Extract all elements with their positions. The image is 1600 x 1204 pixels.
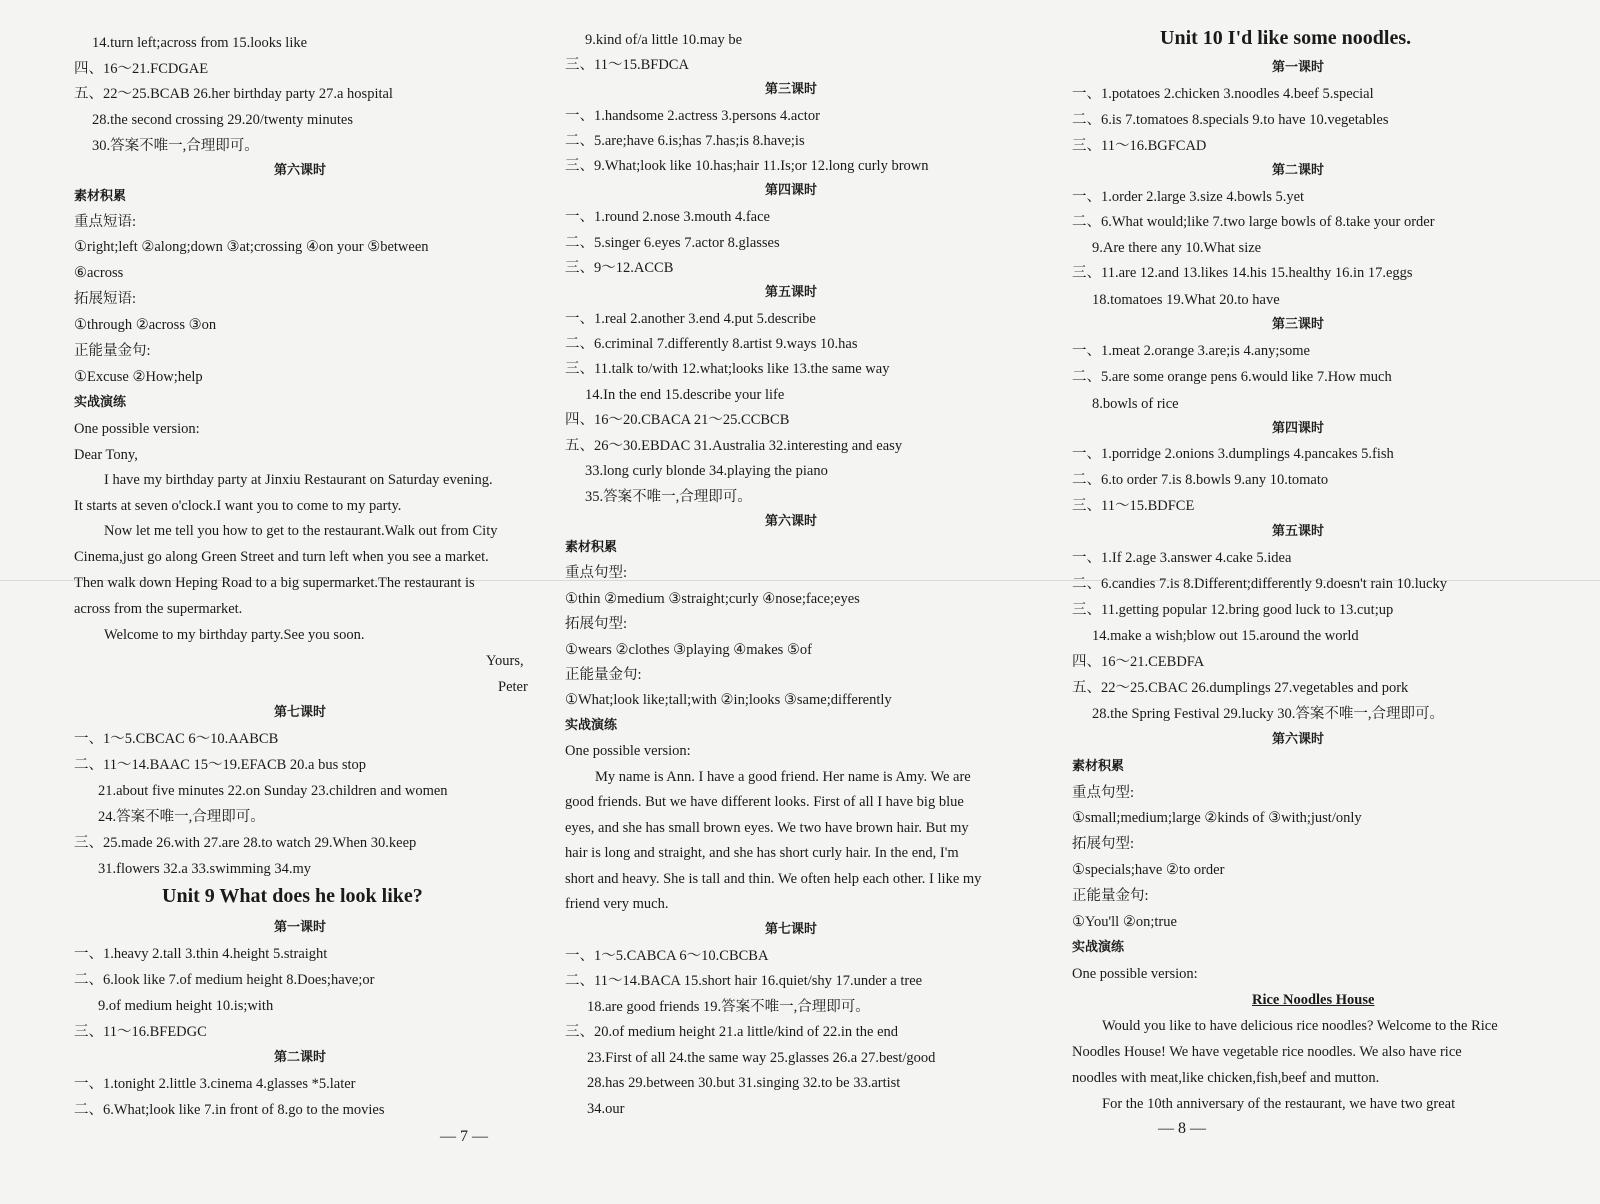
essay-line: good friends. But we have different looks. First of all I have big blue [565,794,964,810]
answer-line: 重点句型: [1072,785,1135,801]
letter-line: Welcome to my birthday party.See you soon. [104,627,365,643]
answer-line: 21.about five minutes 22.on Sunday 23.children and women [98,783,448,799]
essay-line: friend very much. [565,896,669,912]
answer-line: ⑥across [74,265,124,281]
answer-line: 正能量金句: [565,667,642,683]
answer-line: 三、11～15.BFDCA [565,57,689,73]
answer-line: One possible version: [74,421,200,437]
section-heading: 第六课时 [274,163,327,178]
answer-line: 三、11～16.BFEDGC [74,1024,207,1040]
answer-line: 9.Are there any 10.What size [1092,240,1262,256]
section-subheading: 素材积累 [74,189,127,204]
answer-line: 30.答案不唯一,合理即可。 [92,138,259,154]
answer-line: 一、1～5.CABCA 6～10.CBCBA [565,948,769,964]
section-heading: 第四课时 [765,183,818,198]
answer-line: ①You'll ②on;true [1072,914,1177,930]
answer-line: 28.has 29.between 30.but 31.singing 32.to be 33.artist [587,1075,901,1091]
answer-line: 拓展句型: [565,616,628,632]
section-heading: 第一课时 [274,920,327,935]
essay-line: Would you like to have delicious rice noodles? Welcome to the Rice [1102,1018,1498,1034]
answer-line: ①thin ②medium ③straight;curly ④nose;face;eyes [565,591,860,607]
answer-line: 正能量金句: [1072,888,1149,904]
answer-line: 四、16～21.CEBDFA [1072,654,1205,670]
answer-line: 二、6.look like 7.of medium height 8.Does;have;or [74,972,375,988]
answer-line: ①small;medium;large ②kinds of ③with;just/only [1072,810,1362,826]
section-subheading: 实战演练 [74,395,127,410]
answer-line: 18.tomatoes 19.What 20.to have [1092,292,1280,308]
letter-signature: Peter [498,679,528,695]
section-subheading: 实战演练 [565,718,618,733]
section-heading: 第三课时 [765,82,818,97]
section-heading: 第四课时 [1272,421,1325,436]
answer-line: 二、11～14.BACA 15.short hair 16.quiet/shy 17.under a tree [565,973,923,989]
section-subheading: 素材积累 [1072,759,1125,774]
answer-line: 9.kind of/a little 10.may be [585,32,743,48]
answer-line: 14.make a wish;blow out 15.around the world [1092,628,1359,644]
answer-line: 重点短语: [74,214,137,230]
answer-line: 重点句型: [565,565,628,581]
answer-line: 14.In the end 15.describe your life [585,387,785,403]
answer-line: 三、25.made 26.with 27.are 28.to watch 29.When 30.keep [74,835,417,851]
section-heading: 第二课时 [1272,163,1325,178]
page-number-right: — 8 — [1158,1120,1206,1137]
answer-line: 8.bowls of rice [1092,396,1179,412]
answer-line: 正能量金句: [74,343,151,359]
answer-line: 一、1.potatoes 2.chicken 3.noodles 4.beef 5.special [1072,86,1374,102]
letter-line: It starts at seven o'clock.I want you to come to my party. [74,498,402,514]
section-subheading: 素材积累 [565,540,618,555]
letter-line: Now let me tell you how to get to the restaurant.Walk out from City [104,523,498,539]
page-number-left: — 7 — [440,1128,488,1145]
answer-line: ①Excuse ②How;help [74,369,203,385]
answer-line: 34.our [587,1101,625,1117]
answer-line: 三、11.talk to/with 12.what;looks like 13.the same way [565,361,890,377]
answer-line: 31.flowers 32.a 33.swimming 34.my [98,861,312,877]
section-heading: 第二课时 [274,1050,327,1065]
essay-line: eyes, and she has small brown eyes. We two have brown hair. But my [565,820,969,836]
section-heading: 第七课时 [274,705,327,720]
essay-title: Rice Noodles House [1252,992,1375,1008]
section-heading: 第五课时 [765,285,818,300]
letter-line: Then walk down Heping Road to a big supermarket.The restaurant is [74,575,475,591]
letter-line: Cinema,just go along Green Street and turn left when you see a market. [74,549,489,565]
answer-line: 一、1.meat 2.orange 3.are;is 4.any;some [1072,343,1310,359]
answer-line: ①specials;have ②to order [1072,862,1225,878]
essay-line: noodles with meat,like chicken,fish,beef and mutton. [1072,1070,1380,1086]
answer-line: 三、11～16.BGFCAD [1072,138,1207,154]
answer-line: 二、6.What;look like 7.in front of 8.go to the movies [74,1102,385,1118]
answer-line: 二、5.are;have 6.is;has 7.has;is 8.have;is [565,133,805,149]
answer-line: 二、5.singer 6.eyes 7.actor 8.glasses [565,235,780,251]
answer-line: 三、11～15.BDFCE [1072,498,1195,514]
answer-line: 五、22～25.CBAC 26.dumplings 27.vegetables and pork [1072,680,1409,696]
letter-line: across from the supermarket. [74,601,243,617]
answer-line: 五、26～30.EBDAC 31.Australia 32.interesting and easy [565,438,903,454]
answer-line: 14.turn left;across from 15.looks like [92,35,308,51]
section-heading: 第一课时 [1272,60,1325,75]
answer-line: 28.the second crossing 29.20/twenty minutes [92,112,353,128]
answer-line: 一、1.porridge 2.onions 3.dumplings 4.pancakes 5.fish [1072,446,1394,462]
answer-line: 二、5.are some orange pens 6.would like 7.How much [1072,369,1392,385]
answer-line: ①through ②across ③on [74,317,217,333]
essay-line: My name is Ann. I have a good friend. Her name is Amy. We are [595,769,971,785]
answer-line: 二、6.is 7.tomatoes 8.specials 9.to have 10.vegetables [1072,112,1389,128]
answer-line: 23.First of all 24.the same way 25.glasses 26.a 27.best/good [587,1050,936,1066]
essay-line: hair is long and straight, and she has short curly hair. In the end, I'm [565,845,959,861]
answer-line: 二、6.criminal 7.differently 8.artist 9.ways 10.has [565,336,858,352]
answer-line: 28.the Spring Festival 29.lucky 30.答案不唯一,合理即可。 [1092,706,1445,722]
section-heading: 第七课时 [765,922,818,937]
answer-line: One possible version: [1072,966,1198,982]
letter-closing: Yours, [486,653,524,669]
answer-line: 24.答案不唯一,合理即可。 [98,809,265,825]
answer-line: 一、1.order 2.large 3.size 4.bowls 5.yet [1072,189,1305,205]
answer-line: 一、1～5.CBCAC 6～10.AABCB [74,731,279,747]
answer-line: 三、11.are 12.and 13.likes 14.his 15.healthy 16.in 17.eggs [1072,265,1413,281]
essay-line: Noodles House! We have vegetable rice noodles. We also have rice [1072,1044,1462,1060]
answer-line: 一、1.real 2.another 3.end 4.put 5.describe [565,311,816,327]
answer-line: 33.long curly blonde 34.playing the piano [585,463,828,479]
answer-line: 四、16～20.CBACA 21～25.CCBCB [565,412,790,428]
answer-line: 9.of medium height 10.is;with [98,998,274,1014]
answer-line: 一、1.heavy 2.tall 3.thin 4.height 5.straight [74,946,328,962]
answer-line: ①right;left ②along;down ③at;crossing ④on your ⑤between [74,239,429,255]
answer-line: 一、1.handsome 2.actress 3.persons 4.actor [565,108,820,124]
answer-line: ①wears ②clothes ③playing ④makes ⑤of [565,642,812,658]
section-heading: 第六课时 [765,514,818,529]
answer-line: 18.are good friends 19.答案不唯一,合理即可。 [587,999,870,1015]
letter-line: Dear Tony, [74,447,138,463]
answer-line: 二、6.to order 7.is 8.bowls 9.any 10.tomato [1072,472,1329,488]
answer-line: 四、16～21.FCDGAE [74,61,209,77]
answer-line: 三、11.getting popular 12.bring good luck to 13.cut;up [1072,602,1394,618]
essay-line: short and heavy. She is tall and thin. We often help each other. I like my [565,871,982,887]
answer-line: 三、9.What;look like 10.has;hair 11.Is;or 12.long curly brown [565,158,929,174]
essay-line: For the 10th anniversary of the restaurant, we have two great [1102,1096,1456,1112]
unit-9-title: Unit 9 What does he look like? [162,885,423,907]
section-heading: 第三课时 [1272,317,1325,332]
answer-line: 二、11～14.BAAC 15～19.EFACB 20.a bus stop [74,757,367,773]
section-heading: 第六课时 [1272,732,1325,747]
answer-line: 35.答案不唯一,合理即可。 [585,489,752,505]
answer-line: 拓展短语: [74,291,137,307]
answer-line: 一、1.tonight 2.little 3.cinema 4.glasses *5.later [74,1076,356,1092]
answer-line: 三、20.of medium height 21.a little/kind of 22.in the end [565,1024,899,1040]
section-heading: 第五课时 [1272,524,1325,539]
answer-line: 三、9～12.ACCB [565,260,674,276]
answer-line: 一、1.If 2.age 3.answer 4.cake 5.idea [1072,550,1292,566]
letter-line: I have my birthday party at Jinxiu Restaurant on Saturday evening. [104,472,493,488]
answer-line: One possible version: [565,743,691,759]
section-subheading: 实战演练 [1072,940,1125,955]
answer-line: 一、1.round 2.nose 3.mouth 4.face [565,209,770,225]
answer-line: ①What;look like;tall;with ②in;looks ③same;differently [565,692,892,708]
answer-line: 二、6.candies 7.is 8.Different;differently 9.doesn't rain 10.lucky [1072,576,1447,592]
unit-10-title: Unit 10 I'd like some noodles. [1160,27,1412,49]
answer-line: 五、22～25.BCAB 26.her birthday party 27.a hospital [74,86,393,102]
answer-line: 拓展句型: [1072,836,1135,852]
answer-line: 二、6.What would;like 7.two large bowls of 8.take your order [1072,214,1435,230]
